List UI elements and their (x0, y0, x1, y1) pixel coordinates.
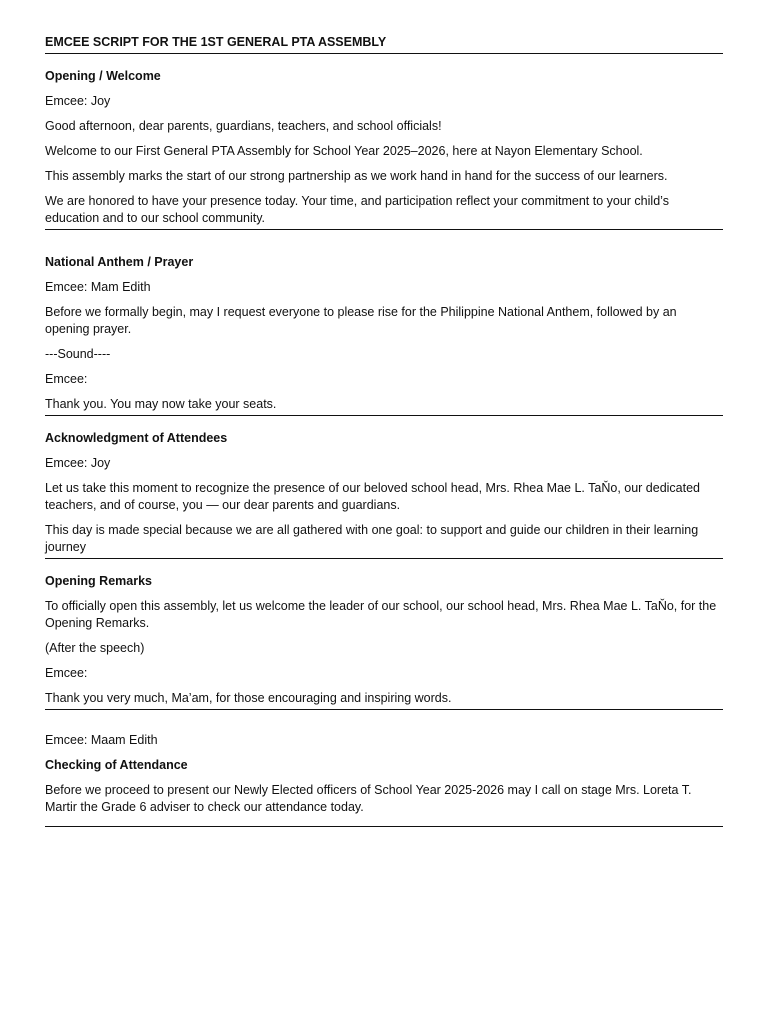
paragraph: Emcee: Joy (45, 456, 111, 470)
paragraph: Thank you very much, Ma’am, for those encouraging and inspiring words. (45, 691, 452, 705)
paragraph: We are honored to have your presence today. Your time, and participation reflect your commitment to your child’s education and to our school community. (45, 194, 669, 225)
paragraph: Good afternoon, dear parents, guardians, teachers, and school officials! (45, 119, 442, 133)
paragraph: Before we formally begin, may I request everyone to please rise for the Philippine National Anthem, followed by an opening prayer. (45, 305, 677, 336)
paragraph: Let us take this moment to recognize the presence of our beloved school head, Mrs. Rhea Mae L. TaŇo, our dedicated teachers, and of course, you — our dear parents and guardians. (45, 481, 701, 512)
section-checking-of-attendance (45, 710, 723, 827)
paragraph: This day is made special because we are all gathered with one goal: to support and guide our children in their learning journey (45, 523, 699, 554)
paragraph: Before we proceed to present our Newly Elected officers of School Year 2025-2026 may I call on stage Mrs. Loreta T. Martir the Grade 6 adviser to check our attendance today. (45, 783, 692, 814)
paragraph: Welcome to our First General PTA Assembly for School Year 2025–2026, here at Nayon Elementary School. (45, 144, 643, 158)
paragraph: Emcee: (45, 666, 88, 680)
paragraph: Thank you. You may now take your seats. (45, 397, 277, 411)
section-opening-remarks (45, 559, 723, 710)
section-heading: Opening Remarks (45, 574, 152, 588)
paragraph: Emcee: Joy (45, 94, 111, 108)
paragraph: Emcee: (45, 372, 88, 386)
section-heading: Checking of Attendance (45, 758, 188, 772)
paragraph: Emcee: Mam Edith (45, 280, 151, 294)
section-heading: National Anthem / Prayer (45, 255, 194, 269)
section-heading: Opening / Welcome (45, 69, 161, 83)
emcee-line: Emcee: Maam Edith (45, 733, 158, 747)
paragraph: This assembly marks the start of our strong partnership as we work hand in hand for the success of our learners. (45, 169, 668, 183)
section-national-anthem-prayer (45, 230, 723, 416)
paragraph: ---Sound---- (45, 347, 111, 361)
document-title: EMCEE SCRIPT FOR THE 1ST GENERAL PTA ASSEMBLY (45, 34, 723, 54)
paragraph: To officially open this assembly, let us welcome the leader of our school, our school head, Mrs. Rhea Mae L. TaŇo, for the Opening Remarks. (45, 599, 717, 630)
paragraph: (After the speech) (45, 641, 145, 655)
section-opening-welcome (45, 54, 723, 230)
section-heading: Acknowledgment of Attendees (45, 431, 228, 445)
section-acknowledgment-of-attendees (45, 416, 723, 559)
